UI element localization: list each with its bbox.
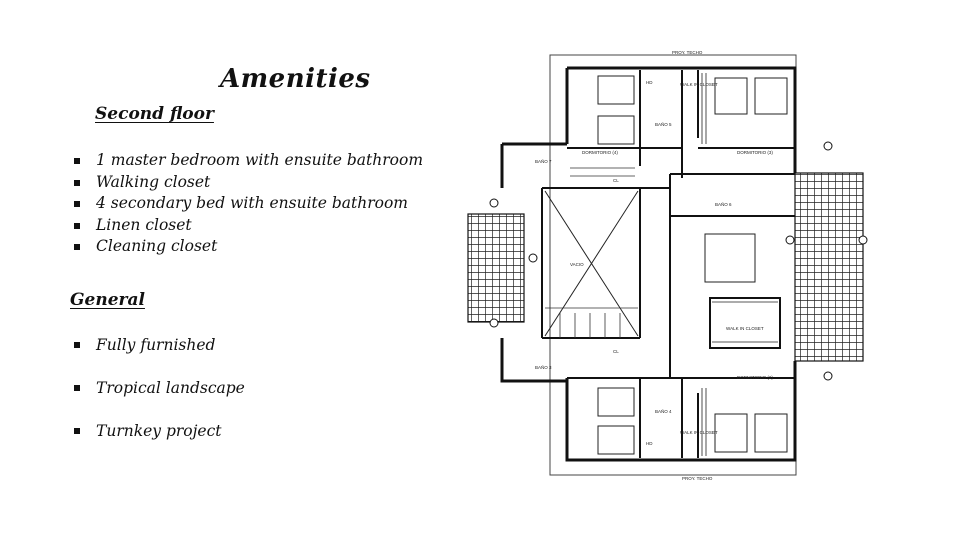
list-item: Fully furnished: [72, 334, 245, 377]
general-heading: General: [70, 290, 145, 310]
room-label-walkin-bottom: WALK IN CLOSET: [680, 430, 718, 435]
room-label-bath7: BAÑO 7: [535, 159, 552, 164]
floor-plan: [450, 48, 880, 488]
room-label-bath6: BAÑO 6: [715, 202, 732, 207]
room-label-walkin-master: WALK IN CLOSET: [726, 326, 764, 331]
room-label-hd-top: HD: [646, 80, 653, 85]
room-label-bath5: BAÑO 5: [655, 122, 672, 127]
list-item: Cleaning closet: [72, 236, 423, 258]
general-list: [72, 334, 245, 463]
roof-label-top: PROY. TECHO: [672, 50, 703, 55]
slide-title: Amenities: [220, 64, 371, 94]
list-item: Linen closet: [72, 215, 423, 237]
left-pergola: [468, 214, 524, 322]
list-item: Tropical landscape: [72, 377, 245, 420]
room-label-cl-top: CL: [613, 178, 619, 183]
right-pergola: [795, 173, 863, 361]
room-label-hd-bottom: HD: [646, 441, 653, 446]
floor-plan-drawing: [450, 48, 880, 488]
room-label-cl-bottom: CL: [613, 349, 619, 354]
room-label-void: VACIO: [570, 262, 584, 267]
list-item: 4 secondary bed with ensuite bathroom: [72, 193, 423, 215]
beds: [598, 76, 787, 454]
list-item: Walking closet: [72, 172, 423, 194]
second-floor-heading: Second floor: [95, 104, 214, 124]
room-label-dorm3: DORMITORIO (3): [737, 150, 773, 155]
stairs: [545, 168, 638, 338]
room-label-bath3: BAÑO 3: [535, 365, 552, 370]
list-item: Turnkey project: [72, 420, 245, 463]
roof-label-bottom: PROY. TECHO: [682, 476, 713, 481]
stair-void: [545, 191, 638, 336]
room-label-walkin-top: WALK IN CLOSET: [680, 82, 718, 87]
roof-projection-outline: [550, 55, 796, 475]
second-floor-list: [72, 150, 423, 258]
room-label-dorm4: DORMITORIO (4): [582, 150, 618, 155]
list-item: 1 master bedroom with ensuite bathroom: [72, 150, 423, 172]
room-label-dorm2: DORMITORIO (2): [737, 375, 773, 380]
room-label-bath4: BAÑO 4: [655, 409, 672, 414]
